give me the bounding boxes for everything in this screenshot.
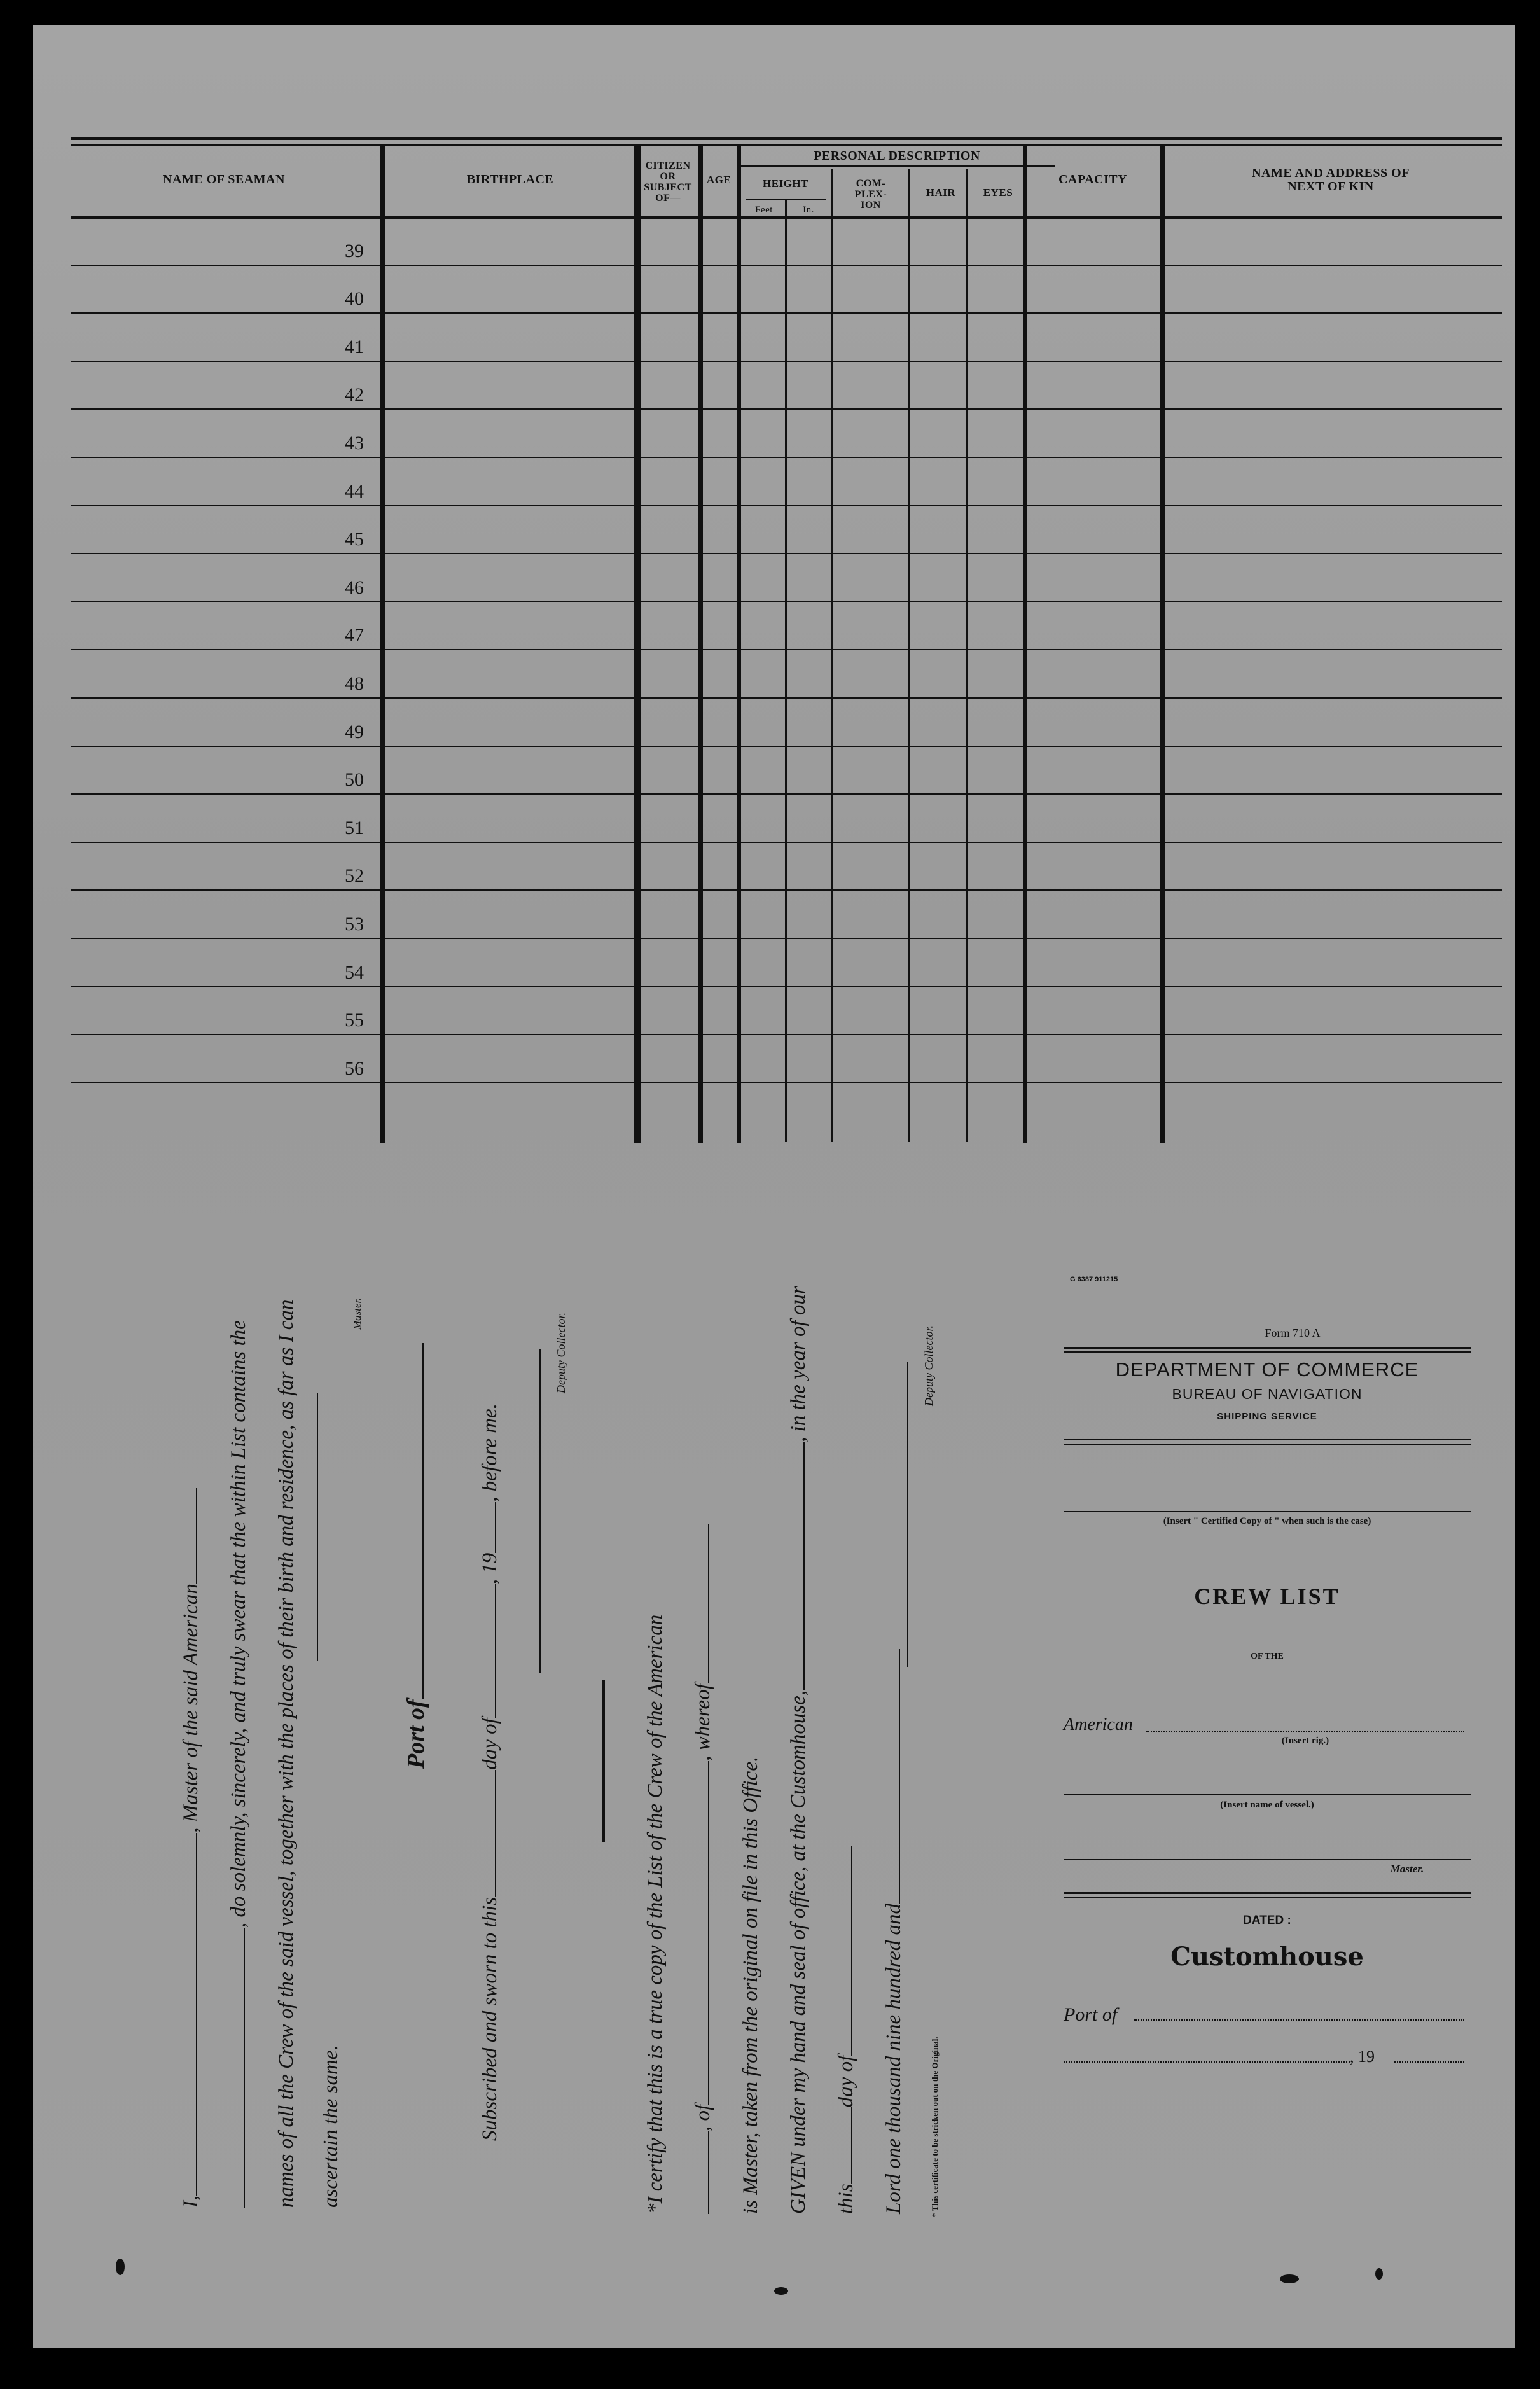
subscribed-line: Subscribed and sworn to thisday of, 19, before me. — [478, 1403, 501, 2141]
oath-line-1: I,, Master of the said American — [179, 1488, 203, 2208]
row-number: 43 — [345, 433, 364, 454]
header-capacity: CAPACITY — [1058, 172, 1128, 186]
of-the-label: OF THE — [1251, 1652, 1284, 1661]
certificate-line-2: , of, whereof — [691, 1524, 715, 2214]
col-divider-feet — [785, 200, 787, 1142]
department: DEPARTMENT OF COMMERCE — [1115, 1358, 1419, 1381]
header-height: HEIGHT — [763, 178, 808, 190]
crew-list-title: CREW LIST — [1194, 1584, 1340, 1609]
cover-port-line — [1134, 2019, 1464, 2021]
cover-master-label: Master. — [1390, 1863, 1424, 1875]
table-row-line — [71, 553, 1502, 554]
table-row-line — [71, 265, 1502, 266]
row-number: 39 — [345, 240, 364, 261]
row-number: 48 — [345, 673, 364, 694]
certificate-deputy-label: Deputy Collector. — [922, 1325, 935, 1406]
certificate-line-6: Lord one thousand nine hundred and — [882, 1649, 906, 2214]
cover-rule-2b — [1064, 1444, 1471, 1445]
ink-smudge — [774, 2287, 788, 2295]
insert-rig-note: (Insert rig.) — [1281, 1736, 1329, 1746]
header-birthplace: BIRTHPLACE — [466, 172, 554, 186]
cover-rule-2 — [1064, 1439, 1471, 1440]
deputy-signature-line — [539, 1349, 541, 1673]
table-top-rule — [71, 137, 1502, 140]
col-divider-complexion — [908, 169, 910, 1142]
col-divider-age — [737, 144, 741, 1143]
certificate-signature-line — [907, 1362, 908, 1667]
table-row-line — [71, 938, 1502, 939]
table-row-line — [71, 1034, 1502, 1035]
master-name-line — [1064, 1859, 1471, 1860]
table-row-line — [71, 457, 1502, 458]
master-label: Master. — [351, 1297, 363, 1330]
row-number: 50 — [345, 769, 364, 791]
table-row-line — [71, 601, 1502, 602]
cover-date-line — [1064, 2061, 1350, 2063]
col-divider-birthplace-b — [639, 144, 641, 1143]
row-number: 40 — [345, 288, 364, 310]
separator-bar — [602, 1680, 605, 1842]
row-number: 41 — [345, 336, 364, 358]
ink-smudge — [1280, 2274, 1299, 2283]
row-number: 52 — [345, 865, 364, 887]
dated-label: DATED : — [1243, 1914, 1291, 1927]
cover-rule-3 — [1064, 1892, 1471, 1894]
form-number: Form 710 A — [1265, 1327, 1321, 1339]
header-complexion: COM- PLEX- ION — [854, 178, 887, 211]
row-number: 49 — [345, 721, 364, 742]
header-bottom-rule — [71, 216, 1502, 219]
header-inches: In. — [803, 205, 814, 215]
row-number: 54 — [345, 961, 364, 983]
col-divider-capacity — [1160, 144, 1165, 1143]
header-age: AGE — [706, 174, 732, 186]
american-label: American — [1064, 1715, 1133, 1734]
col-divider-height — [831, 169, 833, 1142]
cover-rule-1 — [1064, 1347, 1471, 1349]
customhouse-label: Customhouse — [1170, 1942, 1364, 1972]
table-row-line — [71, 408, 1502, 410]
deputy-collector-label: Deputy Collector. — [555, 1313, 567, 1393]
master-signature-line — [317, 1393, 318, 1661]
header-personal-description: PERSONAL DESCRIPTION — [814, 149, 980, 163]
col-divider-birthplace — [634, 144, 639, 1143]
certificate-line-3: is Master, taken from the original on file in this Office. — [739, 1756, 762, 2214]
col-divider-name — [380, 144, 385, 1143]
cover-year-label: , 19 — [1350, 2047, 1375, 2066]
table-row-line — [71, 746, 1502, 747]
oath-line-3: names of all the Crew of the said vessel, together with the places of their birth and residence, as far as I can — [275, 1299, 298, 2208]
certificate-footnote: * This certificate to be stricken out on the Original. — [930, 2037, 940, 2217]
row-number: 56 — [345, 1057, 364, 1079]
shipping-service: SHIPPING SERVICE — [1217, 1411, 1317, 1422]
table-top-rule-2 — [71, 144, 1502, 146]
table-row-line — [71, 505, 1502, 506]
print-code: G 6387 911215 — [1070, 1276, 1118, 1283]
table-row-line — [71, 986, 1502, 987]
col-divider-eyes — [1023, 144, 1027, 1143]
row-number: 46 — [345, 576, 364, 598]
table-row-line — [71, 312, 1502, 314]
col-divider-hair — [966, 169, 968, 1142]
ink-smudge — [1375, 2268, 1383, 2280]
table-row-line — [71, 649, 1502, 650]
insert-certified-note: (Insert " Certified Copy of " when such is the case) — [1163, 1516, 1371, 1526]
insert-certified-line — [1064, 1511, 1471, 1512]
ink-smudge — [116, 2259, 125, 2275]
rig-line — [1146, 1731, 1464, 1732]
table-row-line — [71, 889, 1502, 891]
oath-line-4: ascertain the same. — [319, 2045, 342, 2208]
cover-year-line — [1394, 2061, 1464, 2063]
row-number: 47 — [345, 625, 364, 646]
row-number: 44 — [345, 480, 364, 502]
header-eyes: EYES — [983, 186, 1013, 199]
cover-port-label: Port of — [1064, 2004, 1118, 2025]
table-row-line — [71, 842, 1502, 843]
crew-list-sheet — [33, 25, 1515, 2348]
certificate-line-1: *I certify that this is a true copy of the List of the Crew of the American — [644, 1614, 667, 2214]
table-row-line — [71, 361, 1502, 362]
header-name-of-seaman: NAME OF SEAMAN — [163, 172, 285, 186]
row-number: 42 — [345, 384, 364, 406]
cover-rule-1b — [1064, 1351, 1471, 1353]
insert-vessel-note: (Insert name of vessel.) — [1220, 1800, 1314, 1810]
header-citizen: CITIZEN OR SUBJECT OF— — [644, 160, 692, 204]
cover-rule-3b — [1064, 1897, 1471, 1898]
row-number: 55 — [345, 1010, 364, 1031]
header-feet: Feet — [755, 205, 773, 215]
certificate-line-5: thisday of — [835, 1846, 858, 2214]
port-of-label: Port of — [402, 1343, 430, 1769]
certificate-line-4: GIVEN under my hand and seal of office, at the Customhouse,, in the year of our — [787, 1286, 810, 2214]
personal-sub-rule — [738, 165, 1055, 167]
table-row-line — [71, 697, 1502, 699]
bureau: BUREAU OF NAVIGATION — [1172, 1386, 1363, 1402]
header-hair: HAIR — [926, 186, 956, 199]
table-row-line — [71, 1082, 1502, 1083]
table-row-line — [71, 793, 1502, 795]
row-number: 51 — [345, 817, 364, 839]
vessel-name-line — [1064, 1794, 1471, 1795]
col-divider-citizen — [698, 144, 703, 1143]
header-next-of-kin: NAME AND ADDRESS OF NEXT OF KIN — [1252, 166, 1410, 193]
row-number: 53 — [345, 914, 364, 935]
oath-line-2: , do solemnly, sincerely, and truly swear that the within List contains the — [227, 1320, 251, 2208]
row-number: 45 — [345, 529, 364, 550]
